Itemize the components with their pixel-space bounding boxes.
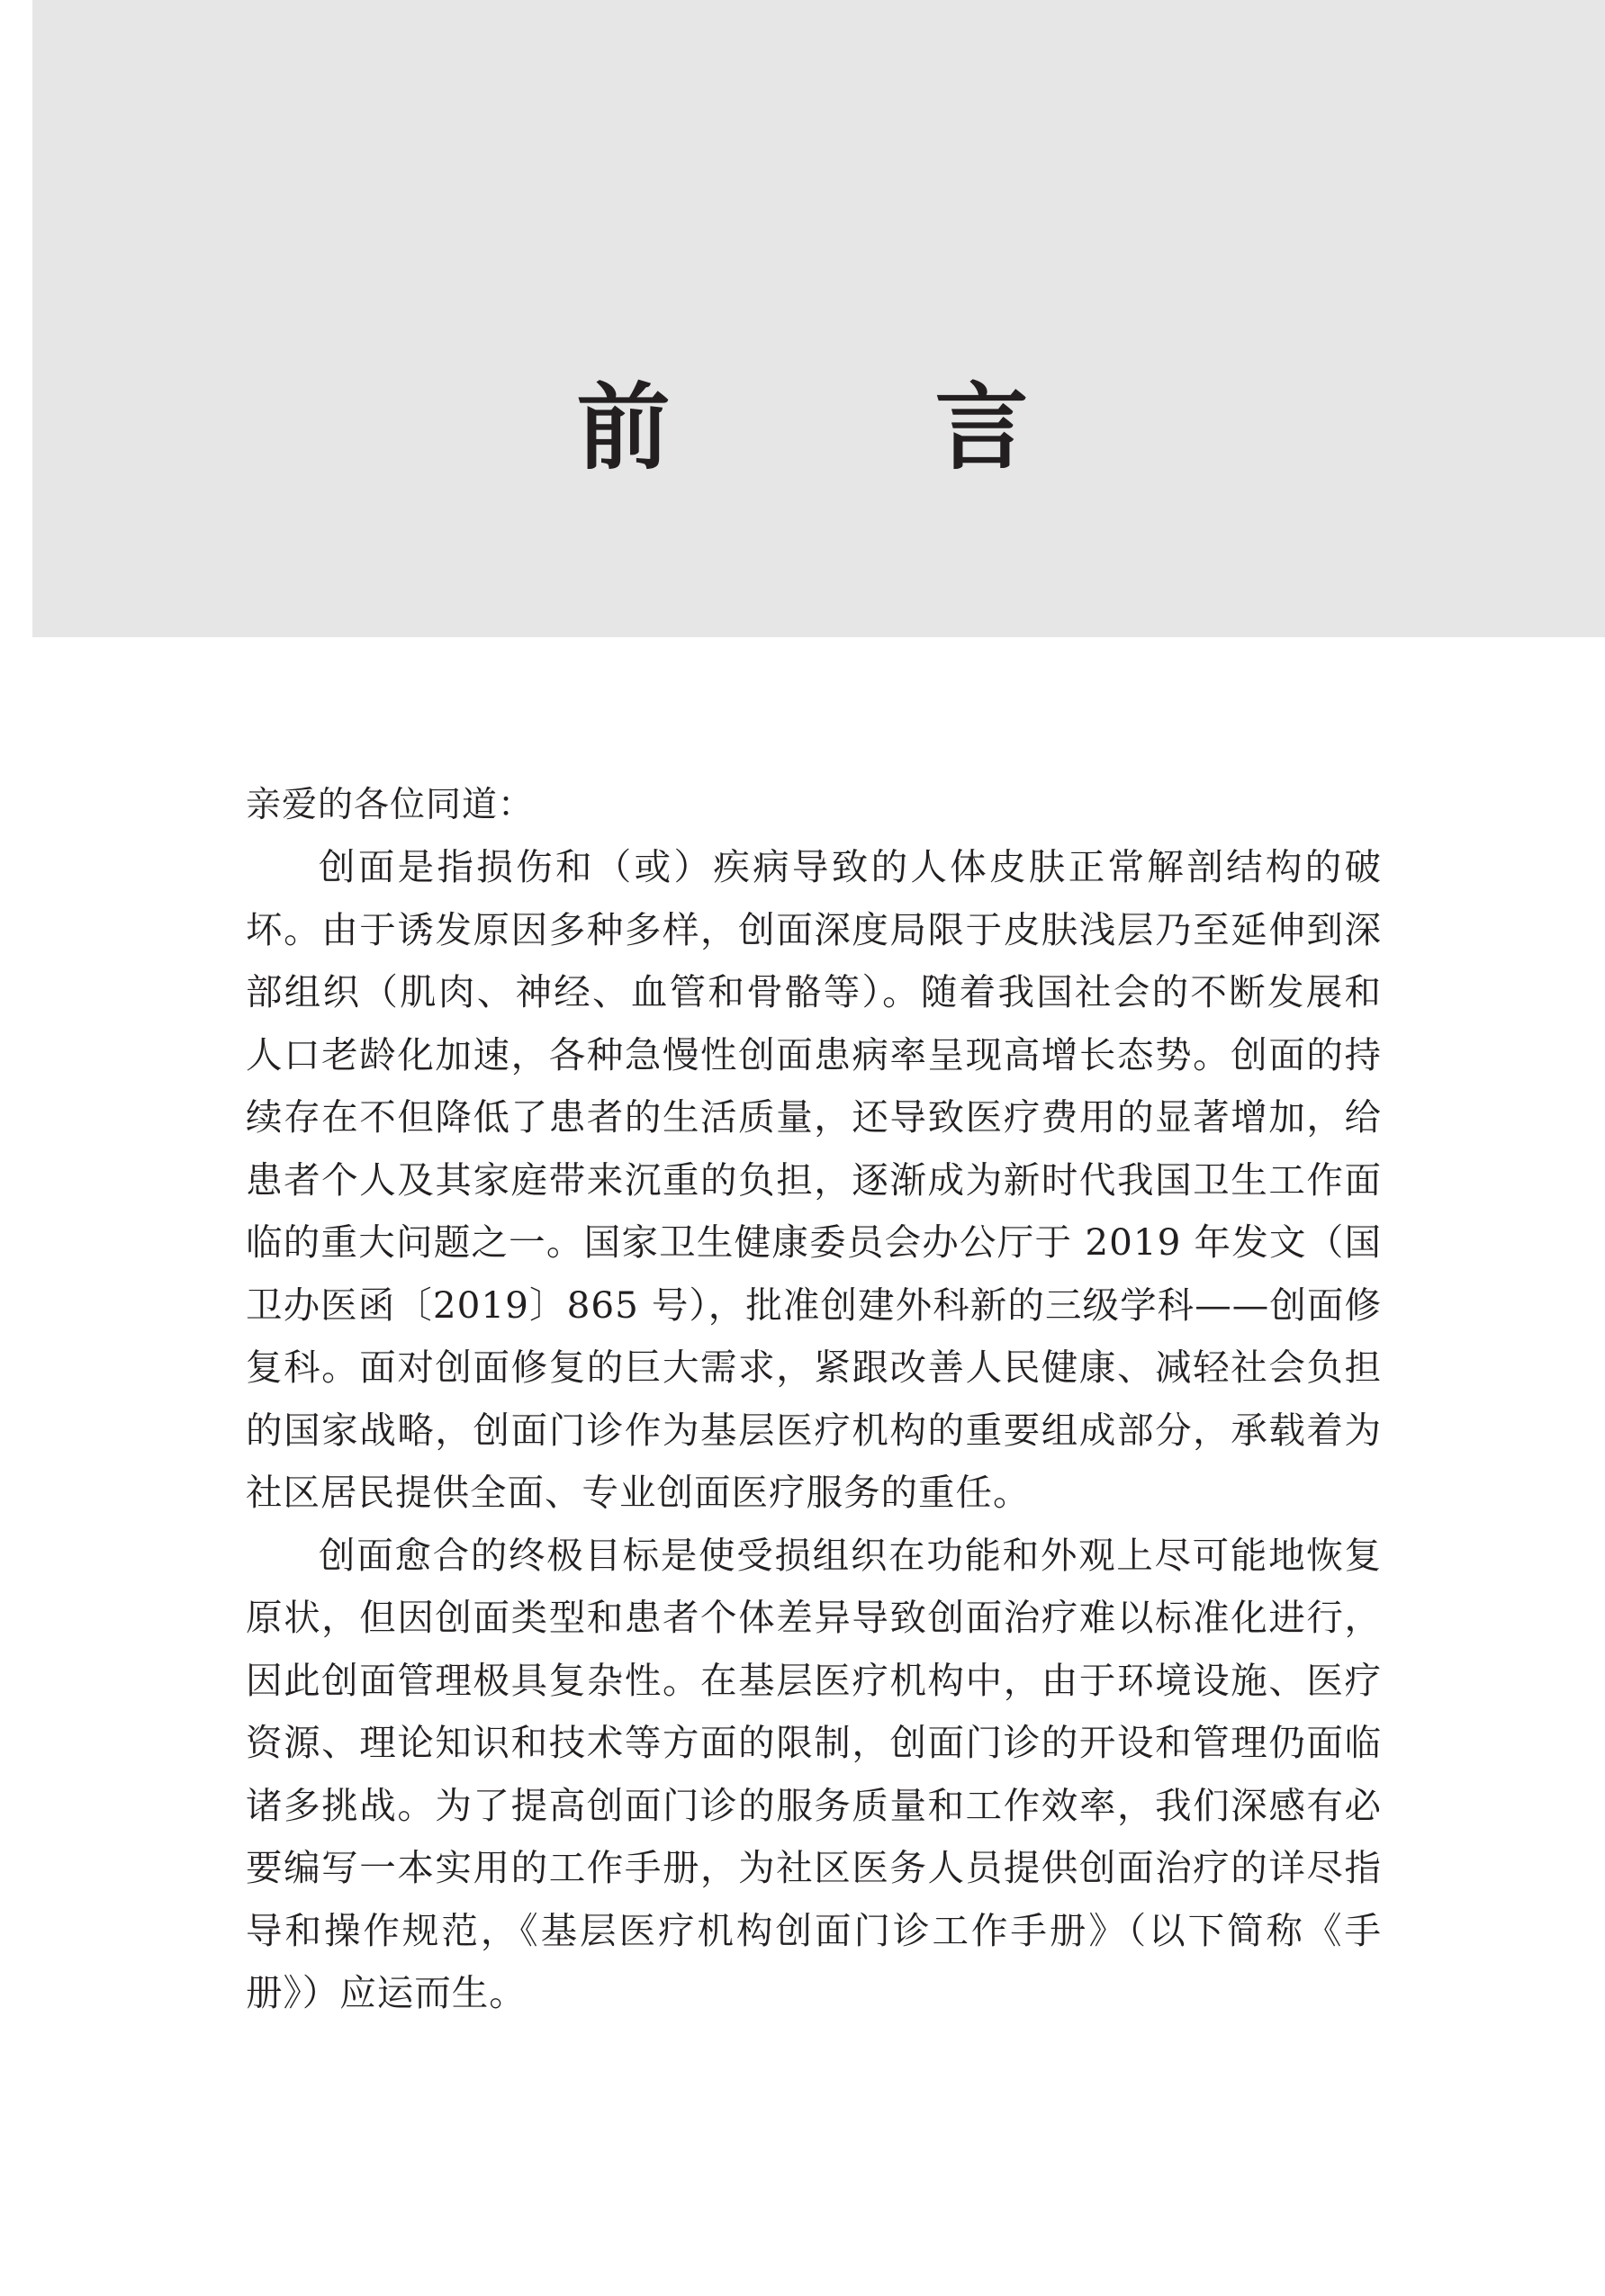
salutation: 亲爱的各位同道： xyxy=(246,785,535,825)
paragraph: 创面是指损伤和（或）疾病导致的人体皮肤正常解剖结构的破坏。由于诱发原因多种多样，创面深度局限于皮肤浅层乃至延伸到深部组织（肌肉、神经、血管和骨骼等）。随着我国社会的不断发展和人口老龄化加速，各种急慢性创面患病率呈现高增长态势。创面的持续存在不但降低了患者的生活质量，还导致医疗费用的显著增加，给患者个人及其家庭带来沉重的负担，逐渐成为新时代我国卫生工作面临的重大问题之一。国家卫生健康委员会办公厅于 2019 年发文（国卫办医函〔2019〕865 号），批准创建外科新的三级学科——创面修复科。面对创面修复的巨大需求，紧跟改善人民健康、减轻社会负担的国家战略，创面门诊作为基层医疗机构的重要组成部分，承载着为社区居民提供全面、专业创面医疗服务的重任。 xyxy=(246,845,1382,1514)
page-title: 前 言 xyxy=(576,373,1114,482)
title-banner xyxy=(32,0,1605,637)
paragraph: 创面愈合的终极目标是使受损组织在功能和外观上尽可能地恢复原状，但因创面类型和患者个体差异导致创面治疗难以标准化进行，因此创面管理极具复杂性。在基层医疗机构中，由于环境设施、医疗资源、理论知识和技术等方面的限制，创面门诊的开设和管理仍面临诸多挑战。为了提高创面门诊的服务质量和工作效率，我们深感有必要编写一本实用的工作手册，为社区医务人员提供创面治疗的详尽指导和操作规范，《基层医疗机构创面门诊工作手册》（以下简称《手册》）应运而生。 xyxy=(246,1533,1382,2014)
preface-body xyxy=(246,774,1382,2025)
